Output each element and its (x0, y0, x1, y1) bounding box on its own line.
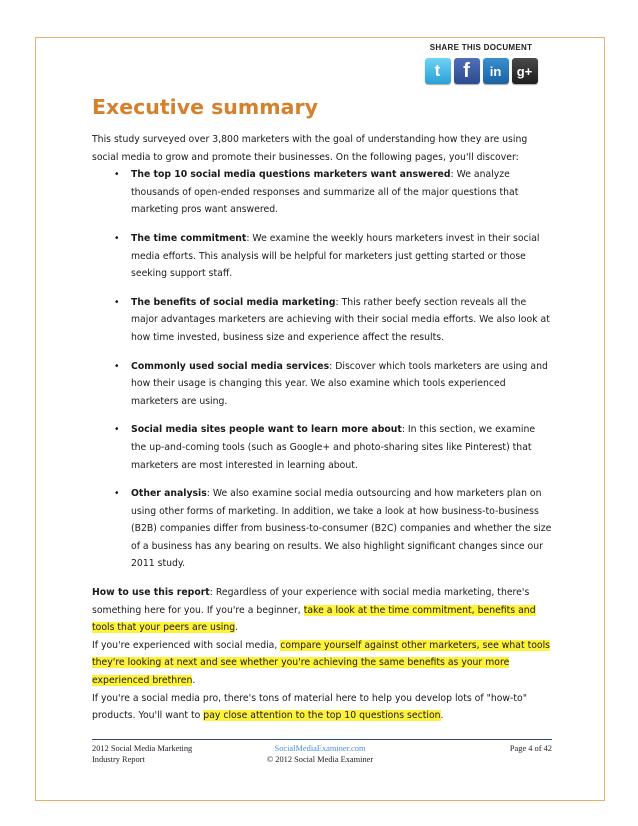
experienced-text: If you're experienced with social media, (92, 639, 281, 651)
bullet-title: The time commitment (131, 232, 247, 244)
intro-paragraph: This study surveyed over 3,800 marketers with the goal of understanding how they are using social media to grow and promote their businesses. On the following pages, you'll discover: (92, 134, 528, 163)
bullet-dot: • (114, 488, 120, 500)
googleplus-icon[interactable]: g+ (512, 58, 538, 84)
sentence-end: . (192, 675, 196, 687)
footer-rule (92, 739, 552, 740)
bullet-text: : We examine the weekly hours marketers invest in their social media efforts. This analysis will be helpful for marketers just getting started or those seeking support staff. (131, 232, 540, 280)
linkedin-icon[interactable]: in (483, 58, 509, 84)
bullet-dot: • (114, 169, 120, 181)
list-item (92, 358, 552, 411)
how-to-title: How to use this report (92, 587, 210, 599)
share-block (416, 43, 546, 84)
sentence-end: . (440, 710, 444, 722)
footer-website-link[interactable]: SocialMediaExaminer.com (274, 744, 366, 753)
bullet-dot: • (114, 232, 120, 244)
share-title: SHARE THIS DOCUMENT (429, 43, 533, 52)
bullet-dot: • (114, 360, 120, 372)
pro-text: If you're a social media pro, there's tons of material here to help you develop lots of "how-to" products. You'll want to (92, 692, 528, 722)
bullet-dot: • (114, 424, 120, 436)
footer-left-line: Industry Report (92, 755, 145, 764)
main-content (92, 131, 552, 725)
bullet-title: The benefits of social media marketing (131, 296, 336, 308)
bullet-list (92, 166, 552, 573)
twitter-icon[interactable]: t (425, 58, 451, 84)
highlight-text: compare yourself against other marketers, see what tools they're looking at next and see whether you're achieving the same benefits as your more experienced brethren (92, 639, 551, 687)
facebook-icon[interactable]: f (454, 58, 480, 84)
how-to-paragraph (92, 584, 552, 637)
list-item (92, 294, 552, 347)
highlight-text: take a look at the time commitment, benefits and tools that your peers are using (92, 604, 536, 634)
footer-copyright: © 2012 Social Media Examiner (266, 755, 374, 764)
bullet-text: : In this section, we examine the up-and-coming tools (such as Google+ and photo-sharing sites like Pinterest) that marketers are most interested in learning about. (131, 424, 536, 471)
how-to-text: : Regardless of your experience with social media marketing, there's something here for you. If you're a beginner, (92, 587, 530, 616)
page-heading: Executive summary (92, 95, 318, 119)
bullet-text: : Discover which tools marketers are using and how their usage is changing this year. We also examine which tools experienced marketers are using. (131, 360, 548, 407)
bullet-title: Other analysis (131, 488, 207, 500)
sentence-end: . (235, 622, 239, 634)
list-item (92, 230, 552, 283)
bullet-text: : We analyze thousands of open-ended responses and summarize all of the major questions that marketing pros want answered. (131, 169, 519, 216)
pro-paragraph (92, 690, 552, 725)
list-item (92, 166, 552, 219)
bullet-dot: • (114, 296, 120, 308)
footer-center (250, 743, 390, 765)
bullet-text: : This rather beefy section reveals all the major advantages marketers are achieving with their social media efforts. We also look at how time invested, business size and experience affect the results. (131, 296, 550, 343)
share-icons (416, 58, 546, 84)
footer-page-number: Page 4 of 42 (509, 744, 552, 753)
list-item (92, 421, 552, 474)
footer-left-line: 2012 Social Media Marketing (92, 744, 193, 753)
list-item (92, 485, 552, 573)
highlight-text: pay close attention to the top 10 questions section (203, 710, 441, 722)
experienced-paragraph (92, 637, 552, 690)
bullet-title: Social media sites people want to learn more about (131, 424, 402, 436)
bullet-text: : We also examine social media outsourcing and how marketers plan on using other forms of marketing. In addition, we take a look at how business-to-business (B2B) companies differ from business-to-consumer (B2C) companies and whether the size of a business has any bearing on results. We also highlight significant changes since our 2011 study. (131, 488, 552, 570)
bullet-title: The top 10 social media questions marketers want answered (131, 169, 451, 181)
bullet-title: Commonly used social media services (131, 360, 330, 372)
footer-report-title (92, 743, 192, 765)
